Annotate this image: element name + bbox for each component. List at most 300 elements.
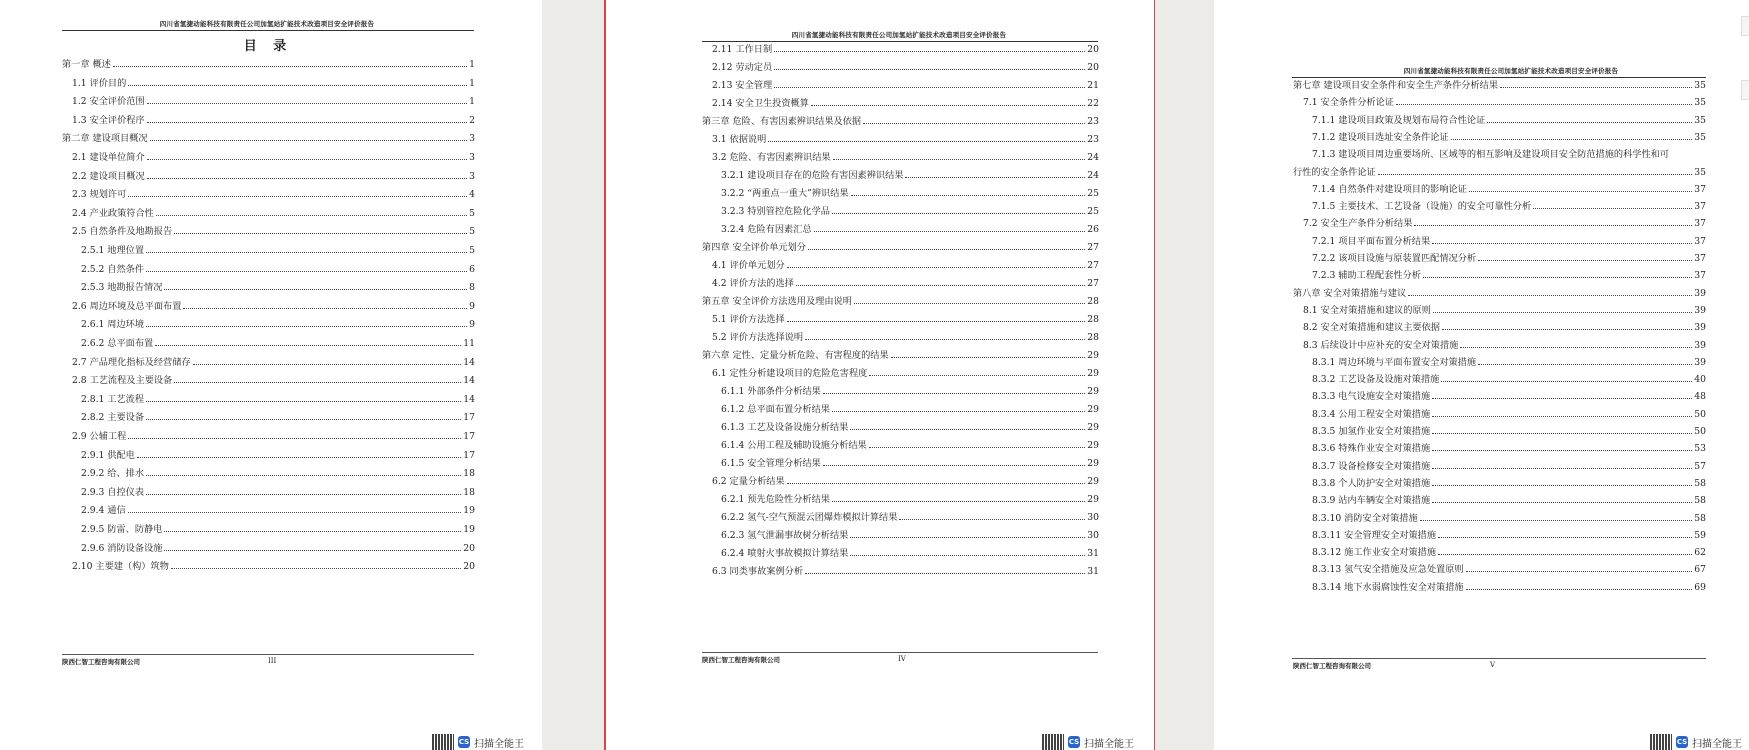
toc-entry-title: 1.1 评价目的 [72,77,127,89]
watermark-label: 扫描全能王 [474,738,524,750]
toc-entry-title: 2.9.6 消防设备设施 [81,542,163,554]
toc-entry[interactable] [702,260,1099,272]
toc-entry[interactable] [1293,478,1706,490]
toc-leader-dots [850,536,1085,538]
toc-entry[interactable] [702,152,1099,164]
toc-entry-page: 9 [469,300,475,312]
toc-entry-title: 5.1 评价方法选择 [712,314,785,325]
toc-entry[interactable] [62,189,475,201]
toc-entry-page: 62 [1694,547,1706,559]
scanner-watermark [432,734,524,750]
toc-entry-title: 1.3 安全评价程序 [72,114,145,126]
qr-code-icon [1650,734,1672,750]
toc-title: 目 录 [243,39,293,54]
toc-leader-dots [1466,588,1693,590]
toc-entry-title: 8.1 安全对策措施和建议的原则 [1303,304,1431,316]
toc-entry[interactable] [702,278,1099,290]
page-number: V [1490,661,1496,669]
toc-entry[interactable] [1293,218,1706,230]
toc-entry[interactable] [62,152,475,164]
toc-leader-dots [869,446,1086,448]
toc-entry-title: 6.2 定量分析结果 [712,476,785,487]
page-header: 四川省氢捷动能科技有限责任公司加氢站扩能技术改造项目安全评价报告 [791,31,1007,39]
toc-entry-page: 5 [469,226,475,238]
toc-entry-title: 2.8.2 主要设备 [81,412,145,424]
toc-leader-dots [164,530,461,532]
toc-entry[interactable] [62,450,475,462]
toc-entry-page: 35 [1694,166,1706,178]
toc-leader-dots [146,251,467,253]
camscanner-logo-icon: CS [1068,738,1080,746]
toc-entry[interactable] [1293,305,1706,317]
toc-leader-dots [1414,224,1692,226]
toc-entry-page: 37 [1694,218,1706,230]
toc-entry[interactable] [62,301,475,313]
toc-entry-title: 8.3.14 地下水弱腐蚀性安全对策措施 [1312,581,1464,593]
toc-leader-dots [796,284,1085,286]
toc-entry[interactable] [1293,201,1706,213]
toc-leader-dots [1500,86,1692,88]
toc-entry-title: 2.10 主要建（构）筑物 [72,561,169,573]
qr-code-icon [432,734,454,750]
toc-entry-title: 1.2 安全评价范围 [72,96,145,108]
toc-entry-page: 57 [1694,460,1706,472]
toc-entry-page: 28 [1087,314,1099,325]
toc-entry[interactable] [1293,547,1706,559]
toc-entry-page: 14 [463,375,475,387]
toc-leader-dots [774,68,1085,70]
toc-entry[interactable] [62,78,475,90]
toc-entry-page: 37 [1694,253,1706,264]
toc-entry-page: 26 [1087,224,1099,235]
toc-entry-title: 3.2.4 危险有因素汇总 [721,224,812,235]
toc-list [62,59,475,634]
toc-entry[interactable] [702,440,1099,452]
header-rule [62,30,474,31]
toc-entry-page: 20 [463,542,475,554]
toc-entry-page: 29 [1087,368,1099,379]
toc-entry[interactable] [702,350,1099,362]
toc-entry[interactable] [1293,288,1706,300]
toc-entry-title: 2.9.5 防雷、防静电 [81,524,163,535]
toc-entry-page: 20 [463,561,475,573]
toc-entry-page: 17 [463,449,475,461]
toc-entry[interactable] [1293,461,1706,473]
toc-leader-dots [850,554,1085,556]
toc-entry-title: 7.2.3 辅助工程配套性分析 [1312,270,1421,282]
toc-entry-page: 53 [1694,443,1706,455]
toc-entry[interactable] [62,487,475,499]
toc-entry[interactable] [62,561,475,573]
toc-entry-page: 14 [463,393,475,405]
toc-leader-dots [805,572,1085,574]
toc-entry-page: 58 [1694,512,1706,524]
toc-entry[interactable] [62,375,475,387]
toc-entry-title: 第二章 建设项目概况 [62,133,148,145]
toc-entry[interactable] [62,245,475,257]
toc-entry[interactable] [62,338,475,350]
toc-entry-title: 2.5.3 地勘报告情况 [81,282,163,294]
toc-leader-dots [891,356,1086,358]
toc-entry-title: 6.1 定性分析建设项目的危险危害程度 [712,368,868,379]
toc-entry-title: 6.2.2 氢气-空气预混云团爆炸模拟计算结果 [721,512,898,523]
toc-entry-page: 59 [1694,529,1706,541]
toc-entry[interactable] [62,543,475,555]
toc-entry-page: 25 [1087,188,1099,199]
toc-entry[interactable] [702,206,1099,218]
toc-entry-page: 35 [1694,114,1706,126]
toc-leader-dots [768,140,1085,142]
toc-entry-title: 2.7 产品理化指标及经营储存 [72,356,191,368]
toc-leader-dots [774,86,1085,88]
toc-entry-page: 29 [1087,476,1099,487]
toc-entry-page: 21 [1087,80,1099,91]
toc-entry-title: 第八章 安全对策措施与建议 [1293,287,1407,299]
toc-entry[interactable] [1293,340,1706,352]
toc-entry[interactable] [1293,443,1706,455]
toc-leader-dots [146,400,461,402]
toc-entry[interactable] [1293,391,1706,403]
toc-entry-page: 37 [1694,270,1706,282]
toc-entry[interactable] [702,404,1099,416]
toc-entry-title: 6.2.3 氢气泄漏事故树分析结果 [721,530,849,541]
toc-leader-dots [128,84,467,86]
toc-entry[interactable] [62,431,475,443]
toc-entry-title: 3.2.1 建设项目存在的危险有害因素辨识结果 [721,170,904,181]
toc-entry-title: 7.1 安全条件分析论证 [1303,97,1395,109]
page-header: 四川省氢捷动能科技有限责任公司加氢站扩能技术改造项目安全评价报告 [1403,67,1619,75]
toc-entry[interactable] [1293,115,1706,127]
toc-leader-dots [808,248,1085,250]
toc-leader-dots [156,214,467,216]
toc-entry[interactable] [62,226,475,238]
toc-entry-title: 8.3.3 电气设施安全对策措施 [1312,391,1431,403]
toc-entry[interactable] [702,548,1099,560]
toc-leader-dots [1441,380,1692,382]
toc-entry-title: 8.3.1 周边环境与平面布置安全对策措施 [1312,356,1477,368]
toc-entry[interactable] [62,357,475,369]
toc-entry-page: 3 [469,152,475,163]
toc-leader-dots [805,338,1085,340]
toc-entry[interactable] [1293,80,1706,92]
toc-entry-page: 39 [1694,339,1706,351]
toc-leader-dots [1438,536,1692,538]
toc-entry[interactable] [62,412,475,424]
toc-entry-title: 第三章 危险、有害因素辨识结果及依据 [702,116,862,127]
toc-entry[interactable] [62,282,475,294]
toc-entry[interactable] [1293,149,1706,161]
footer-rule [1292,658,1706,659]
toc-entry[interactable] [1293,495,1706,507]
toc-entry-page: 19 [463,524,475,535]
toc-entry-title: 6.3 同类事故案例分析 [712,566,804,577]
toc-entry[interactable] [1293,253,1706,265]
toc-entry-title: 2.8 工艺流程及主要设备 [72,375,173,387]
toc-leader-dots [146,474,461,476]
toc-entry[interactable] [702,512,1099,524]
toc-entry-title: 4.1 评价单元划分 [712,260,785,271]
toc-entry[interactable] [702,188,1099,200]
toc-leader-dots [147,177,467,179]
scanner-watermark [1042,734,1134,750]
toc-entry-title: 2.14 安全卫生投资概算 [712,98,809,109]
toc-leader-dots [146,493,461,495]
toc-entry[interactable] [702,458,1099,470]
toc-entry[interactable] [702,566,1099,578]
toc-leader-dots [147,158,467,160]
toc-entry-title: 5.2 评价方法选择说明 [712,332,804,343]
toc-entry[interactable] [62,171,475,183]
toc-entry-title: 6.2.4 喷射火事故模拟计算结果 [721,548,849,559]
toc-entry[interactable] [62,524,475,536]
toc-entry[interactable] [702,314,1099,326]
toc-entry-title: 8.3.10 消防安全对策措施 [1312,512,1418,524]
toc-leader-dots [811,104,1085,106]
toc-entry-title: 8.3.12 施工作业安全对策措施 [1312,547,1437,559]
toc-leader-dots [833,158,1086,160]
toc-entry-page: 39 [1694,356,1706,368]
toc-entry-title: 6.1.1 外部条件分析结果 [721,386,821,397]
toc-leader-dots [193,363,462,365]
toc-entry[interactable] [1293,322,1706,334]
toc-leader-dots [863,122,1085,124]
toc-entry[interactable] [1293,513,1706,525]
toc-entry-page: 8 [469,282,475,294]
header-rule [1292,77,1706,78]
toc-entry-page: 35 [1694,80,1706,91]
toc-entry-page: 35 [1694,97,1706,109]
toc-entry[interactable] [702,332,1099,344]
document-page-3[interactable] [1214,0,1749,750]
toc-entry-title: 7.2.2 该项目设施与原装置匹配情况分析 [1312,253,1477,264]
toc-entry-page: 31 [1087,548,1099,559]
toc-leader-dots [1478,363,1692,365]
toc-entry-title: 第六章 定性、定量分析危险、有害程度的结果 [702,350,889,361]
toc-entry-title: 2.5 自然条件及地勘报告 [72,226,173,238]
toc-entry[interactable] [1293,564,1706,576]
toc-entry-page: 17 [463,431,475,442]
document-page-1[interactable] [0,0,542,750]
toc-entry-title: 8.3.2 工艺设备及设施对策措施 [1312,374,1440,386]
toc-entry-title: 第七章 建设项目安全条件和安全生产条件分析结果 [1293,80,1499,91]
toc-entry-page: 17 [463,412,475,424]
toc-entry-title: 2.13 安全管理 [712,80,773,91]
toc-list [702,44,1099,644]
toc-entry-page: 29 [1087,404,1099,415]
toc-entry-title: 8.2 安全对策措施和建议主要依据 [1303,322,1440,334]
toc-leader-dots [823,392,1085,394]
toc-entry-page: 30 [1087,530,1099,541]
footer-company: 陕西仁智工程咨询有限公司 [1293,662,1371,670]
toc-entry[interactable] [1293,582,1706,594]
toc-entry[interactable] [1293,97,1706,109]
toc-entry-title: 3.2.3 特别管控危险化学品 [721,206,830,217]
toc-entry-page: 29 [1087,386,1099,397]
toc-entry-title: 2.1 建设单位简介 [72,152,145,163]
sidebar-handle-icon[interactable] [1741,16,1749,36]
toc-entry-title: 3.1 依据说明 [712,134,767,145]
toc-entry-page: 24 [1087,152,1099,163]
sidebar-handle-icon[interactable] [1741,80,1749,100]
toc-entry-title: 2.9.4 通信 [81,505,126,517]
header-rule [702,41,1098,42]
toc-entry-title: 第一章 概述 [62,59,111,70]
toc-leader-dots [1451,138,1693,140]
toc-entry[interactable] [62,468,475,480]
toc-entry-title: 6.2.1 预先危险性分析结果 [721,494,830,505]
toc-entry[interactable] [1293,184,1706,196]
toc-leader-dots [1432,484,1692,486]
toc-leader-dots [832,212,1085,214]
toc-entry-title: 行性的安全条件论证 [1293,166,1376,178]
toc-entry[interactable] [702,494,1099,506]
toc-entry[interactable] [702,224,1099,236]
toc-leader-dots [1432,242,1692,244]
qr-code-icon [1042,734,1064,750]
toc-entry-page: 19 [463,505,475,517]
toc-leader-dots [147,121,467,123]
toc-leader-dots [1487,121,1692,123]
toc-entry[interactable] [702,80,1099,92]
toc-leader-dots [905,176,1085,178]
toc-leader-dots [1408,294,1692,296]
toc-entry-title: 2.2 建设项目概况 [72,170,145,182]
page-number: III [268,657,277,665]
toc-entry[interactable] [62,208,475,220]
toc-entry-title: 第四章 安全评价单元划分 [702,242,806,253]
toc-entry-title: 2.9.2 给、排水 [81,468,145,480]
toc-entry-page: 2 [469,114,475,126]
toc-entry[interactable] [62,133,475,145]
toc-entry[interactable] [702,44,1099,56]
toc-entry[interactable] [62,394,475,406]
toc-entry[interactable] [702,530,1099,542]
toc-entry[interactable] [1293,409,1706,421]
footer-rule [62,654,474,655]
toc-entry[interactable] [702,134,1099,146]
toc-entry-title: 2.6.1 周边环境 [81,319,145,331]
toc-entry-page: 50 [1694,426,1706,437]
toc-entry-page: 14 [463,356,475,368]
toc-entry-title: 7.1.4 自然条件对建设项目的影响论证 [1312,183,1467,195]
toc-entry[interactable] [702,368,1099,380]
toc-entry-page: 27 [1087,260,1099,271]
toc-leader-dots [1466,570,1693,572]
toc-entry-page: 29 [1087,422,1099,433]
page-header: 四川省氢捷动能科技有限责任公司加氢站扩能技术改造项目安全评价报告 [159,20,375,28]
toc-entry[interactable] [702,476,1099,488]
toc-entry-title: 6.1.3 工艺及设备设施分析结果 [721,422,849,433]
toc-entry-page: 3 [469,170,475,182]
toc-entry-page: 28 [1087,332,1099,343]
toc-entry-title: 8.3.5 加氢作业安全对策措施 [1312,426,1431,437]
toc-leader-dots [787,482,1086,484]
watermark-label: 扫描全能王 [1084,738,1134,750]
document-page-2[interactable] [606,0,1154,750]
toc-entry-page: 20 [1087,44,1099,55]
toc-entry[interactable] [702,62,1099,74]
toc-entry-page: 39 [1694,322,1706,334]
toc-entry-page: 58 [1694,477,1706,489]
toc-leader-dots [146,270,467,272]
toc-entry[interactable] [62,115,475,127]
toc-entry[interactable] [1293,270,1706,282]
toc-entry-page: 29 [1087,350,1099,361]
toc-entry[interactable] [1293,530,1706,542]
toc-entry-page: 11 [463,338,475,349]
toc-entry[interactable] [62,264,475,276]
toc-entry[interactable] [702,296,1099,308]
toc-entry[interactable] [1293,374,1706,386]
toc-leader-dots [823,464,1085,466]
toc-leader-dots [1378,173,1693,175]
toc-entry-title: 4.2 评价方法的选择 [712,278,794,289]
toc-entry-title: 7.1.2 建设项目选址安全条件论证 [1312,131,1449,143]
toc-entry-title: 2.6 周边环境及总平面布置 [72,300,182,312]
toc-entry-page: 58 [1694,495,1706,507]
toc-entry-page: 4 [469,189,475,201]
toc-entry[interactable] [1293,236,1706,248]
watermark-label: 扫描全能王 [1692,738,1742,750]
toc-entry[interactable] [702,98,1099,110]
toc-leader-dots [128,195,467,197]
toc-entry-title: 8.3.7 设备检修安全对策措施 [1312,460,1431,472]
toc-leader-dots [164,549,461,551]
toc-entry-title: 8.3.8 个人防护安全对策措施 [1312,477,1431,489]
toc-leader-dots [1432,415,1692,417]
toc-entry[interactable] [62,505,475,517]
toc-entry-page: 48 [1694,391,1706,403]
toc-entry-page: 23 [1087,116,1099,127]
toc-leader-dots [1469,190,1692,192]
toc-entry[interactable] [702,170,1099,182]
toc-entry-title: 8.3.11 安全管理安全对策措施 [1312,529,1437,541]
toc-leader-dots [137,456,461,458]
toc-entry[interactable] [62,319,475,331]
toc-entry[interactable] [1293,357,1706,369]
toc-entry-page: 29 [1087,458,1099,469]
toc-entry-title: 2.9.3 自控仪表 [81,486,145,498]
toc-entry-page: 30 [1087,512,1099,523]
toc-entry[interactable] [1293,426,1706,438]
toc-leader-dots [155,344,461,346]
toc-leader-dots [147,102,467,104]
toc-entry[interactable] [702,386,1099,398]
toc-entry[interactable] [702,116,1099,128]
toc-leader-dots [1533,207,1692,209]
toc-list [1293,80,1706,650]
toc-leader-dots [851,194,1086,196]
toc-leader-dots [774,50,1085,52]
toc-leader-dots [128,511,462,513]
toc-leader-dots [1423,276,1692,278]
toc-entry[interactable] [702,242,1099,254]
toc-entry[interactable] [702,422,1099,434]
toc-entry[interactable] [62,96,475,108]
toc-entry[interactable] [1293,167,1706,179]
toc-leader-dots [113,65,467,67]
toc-entry[interactable] [62,59,475,71]
toc-entry-title: 2.12 劳动定员 [712,62,773,73]
toc-entry-page: 37 [1694,183,1706,195]
toc-entry-page: 40 [1694,374,1706,386]
toc-entry[interactable] [1293,132,1706,144]
toc-leader-dots [1420,519,1693,521]
toc-entry-title: 2.3 规划许可 [72,189,127,201]
toc-leader-dots [146,325,467,327]
page-number: IV [898,655,906,663]
toc-leader-dots [1432,501,1692,503]
